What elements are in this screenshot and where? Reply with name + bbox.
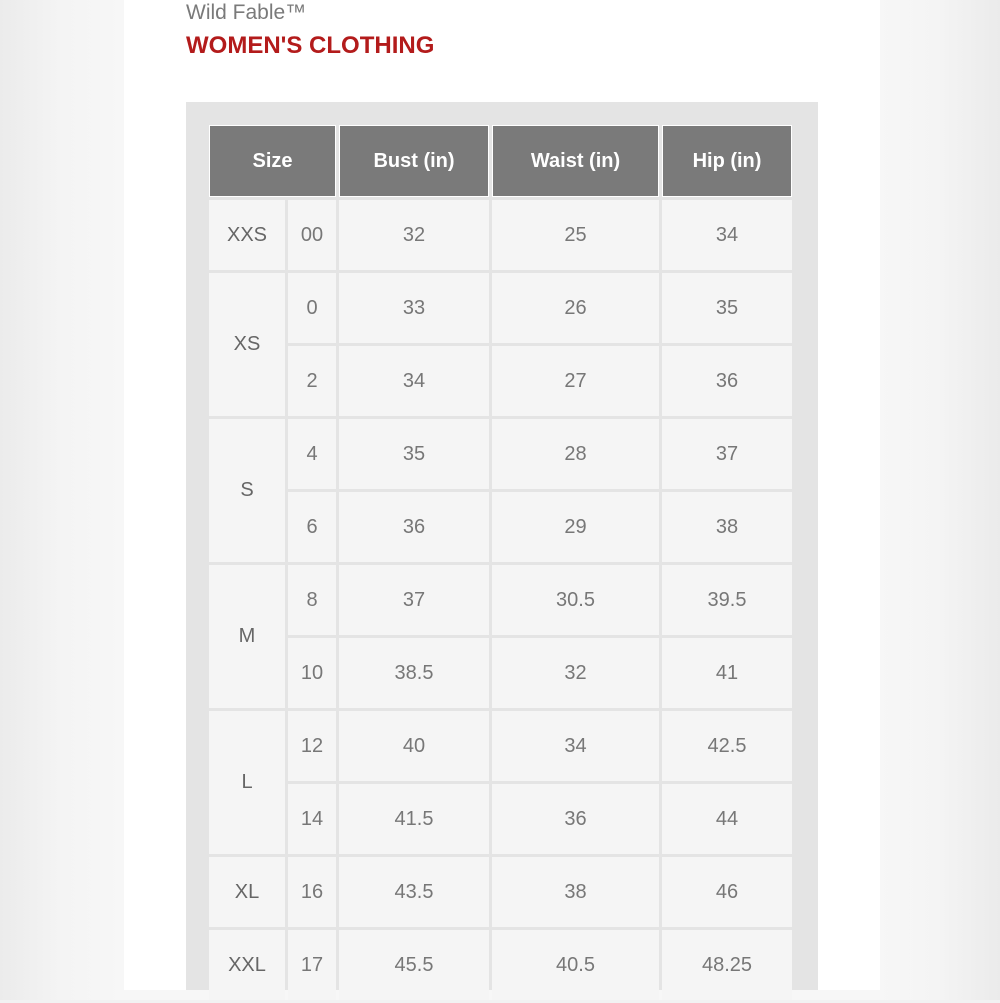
- header-waist: Waist (in): [492, 125, 659, 197]
- hip-value: 35: [662, 273, 792, 343]
- header-hip: Hip (in): [662, 125, 792, 197]
- table-row: [209, 638, 792, 708]
- bust-value: 40: [339, 711, 489, 781]
- table-row: [209, 930, 792, 1000]
- waist-value: 32: [492, 638, 659, 708]
- size-number: 4: [288, 419, 336, 489]
- size-letter: XL: [209, 857, 285, 927]
- waist-value: 36: [492, 784, 659, 854]
- size-number: 6: [288, 492, 336, 562]
- header-size: Size: [209, 125, 336, 197]
- waist-value: 26: [492, 273, 659, 343]
- bust-value: 35: [339, 419, 489, 489]
- bust-value: 33: [339, 273, 489, 343]
- size-number: 17: [288, 930, 336, 1000]
- page-title: WOMEN'S CLOTHING: [186, 32, 435, 59]
- table-row: [209, 346, 792, 416]
- size-chart-page: [124, 0, 880, 990]
- hip-value: 34: [662, 200, 792, 270]
- bust-value: 43.5: [339, 857, 489, 927]
- size-letter: XXS: [209, 200, 285, 270]
- size-number: 8: [288, 565, 336, 635]
- bust-value: 37: [339, 565, 489, 635]
- waist-value: 27: [492, 346, 659, 416]
- table-row: [209, 711, 792, 781]
- waist-value: 38: [492, 857, 659, 927]
- waist-value: 28: [492, 419, 659, 489]
- bust-value: 36: [339, 492, 489, 562]
- waist-value: 25: [492, 200, 659, 270]
- table-row: [209, 857, 792, 927]
- size-letter: XXL: [209, 930, 285, 1000]
- header-bust: Bust (in): [339, 125, 489, 197]
- bust-value: 45.5: [339, 930, 489, 1000]
- header-row: [209, 125, 792, 197]
- size-letter: M: [209, 565, 285, 708]
- waist-value: 29: [492, 492, 659, 562]
- bust-value: 32: [339, 200, 489, 270]
- size-number: 00: [288, 200, 336, 270]
- brand-name: Wild Fable™: [186, 1, 307, 24]
- size-letter: S: [209, 419, 285, 562]
- hip-value: 42.5: [662, 711, 792, 781]
- table-row: [209, 419, 792, 489]
- size-number: 12: [288, 711, 336, 781]
- size-number: 0: [288, 273, 336, 343]
- size-table: [206, 122, 795, 1003]
- bust-value: 34: [339, 346, 489, 416]
- waist-value: 34: [492, 711, 659, 781]
- size-number: 16: [288, 857, 336, 927]
- waist-value: 40.5: [492, 930, 659, 1000]
- bust-value: 38.5: [339, 638, 489, 708]
- table-row: [209, 273, 792, 343]
- hip-value: 38: [662, 492, 792, 562]
- size-number: 2: [288, 346, 336, 416]
- size-letter: L: [209, 711, 285, 854]
- hip-value: 48.25: [662, 930, 792, 1000]
- hip-value: 36: [662, 346, 792, 416]
- size-table-frame: [186, 102, 818, 990]
- hip-value: 39.5: [662, 565, 792, 635]
- table-row: [209, 565, 792, 635]
- table-row: [209, 492, 792, 562]
- hip-value: 41: [662, 638, 792, 708]
- size-number: 10: [288, 638, 336, 708]
- waist-value: 30.5: [492, 565, 659, 635]
- size-letter: XS: [209, 273, 285, 416]
- hip-value: 44: [662, 784, 792, 854]
- bust-value: 41.5: [339, 784, 489, 854]
- table-row: [209, 784, 792, 854]
- table-row: [209, 200, 792, 270]
- hip-value: 46: [662, 857, 792, 927]
- hip-value: 37: [662, 419, 792, 489]
- size-number: 14: [288, 784, 336, 854]
